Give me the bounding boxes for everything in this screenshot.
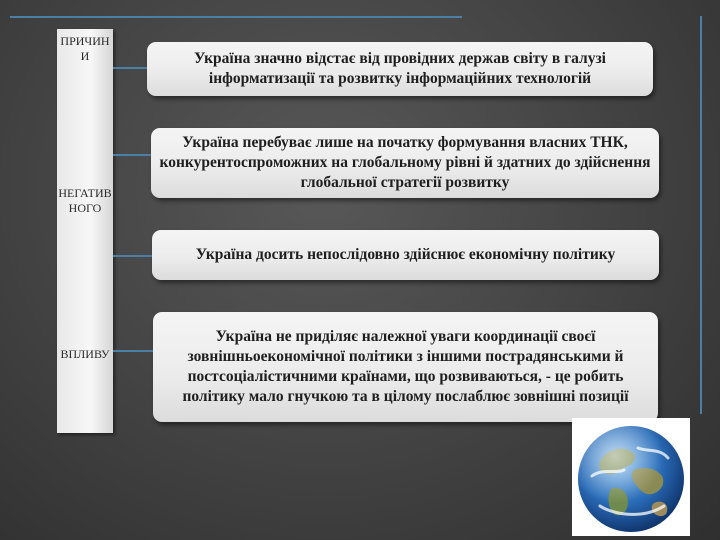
- reason-text-4: Україна не приділяє належної уваги координації своєї зовнішньоекономічної політики з іншими пострадянськими й постсоціалістичними країнами, що розвиваються, - це робить політику мало гнучкою та в цілому послаблює зовнішні позиції: [182, 328, 629, 405]
- vertical-heading-bar: [57, 29, 113, 433]
- reason-text-3: Україна досить непослідовно здійснює економічну політику: [195, 246, 616, 263]
- right-accent-line: [700, 16, 702, 414]
- connector-line-3: [113, 255, 152, 257]
- reason-box-3: [152, 230, 659, 280]
- connector-line-4: [113, 350, 153, 352]
- heading-word-2: НЕГАТИВНОГО: [58, 186, 112, 216]
- reason-text-2: Україна перебуває лише на початку формування власних ТНК, конкурентоспроможних на глобальному рівні й здатних до здійснення глобальної стратегії розвитку: [159, 134, 651, 191]
- top-accent-line: [10, 16, 462, 18]
- heading-word-1: ПРИЧИНИ: [60, 34, 110, 64]
- reason-box-2: [151, 128, 659, 198]
- reason-box-1: [147, 42, 653, 96]
- connector-line-2: [113, 154, 151, 156]
- earth-globe-icon: [572, 418, 690, 536]
- connector-line-1: [113, 67, 147, 69]
- heading-word-3: ВПЛИВУ: [60, 347, 110, 361]
- reason-text-1: Україна значно відстає від провідних держав світу в галузі інформатизації та розвитку інформаційних технологій: [193, 50, 606, 87]
- reason-box-4: [153, 312, 658, 422]
